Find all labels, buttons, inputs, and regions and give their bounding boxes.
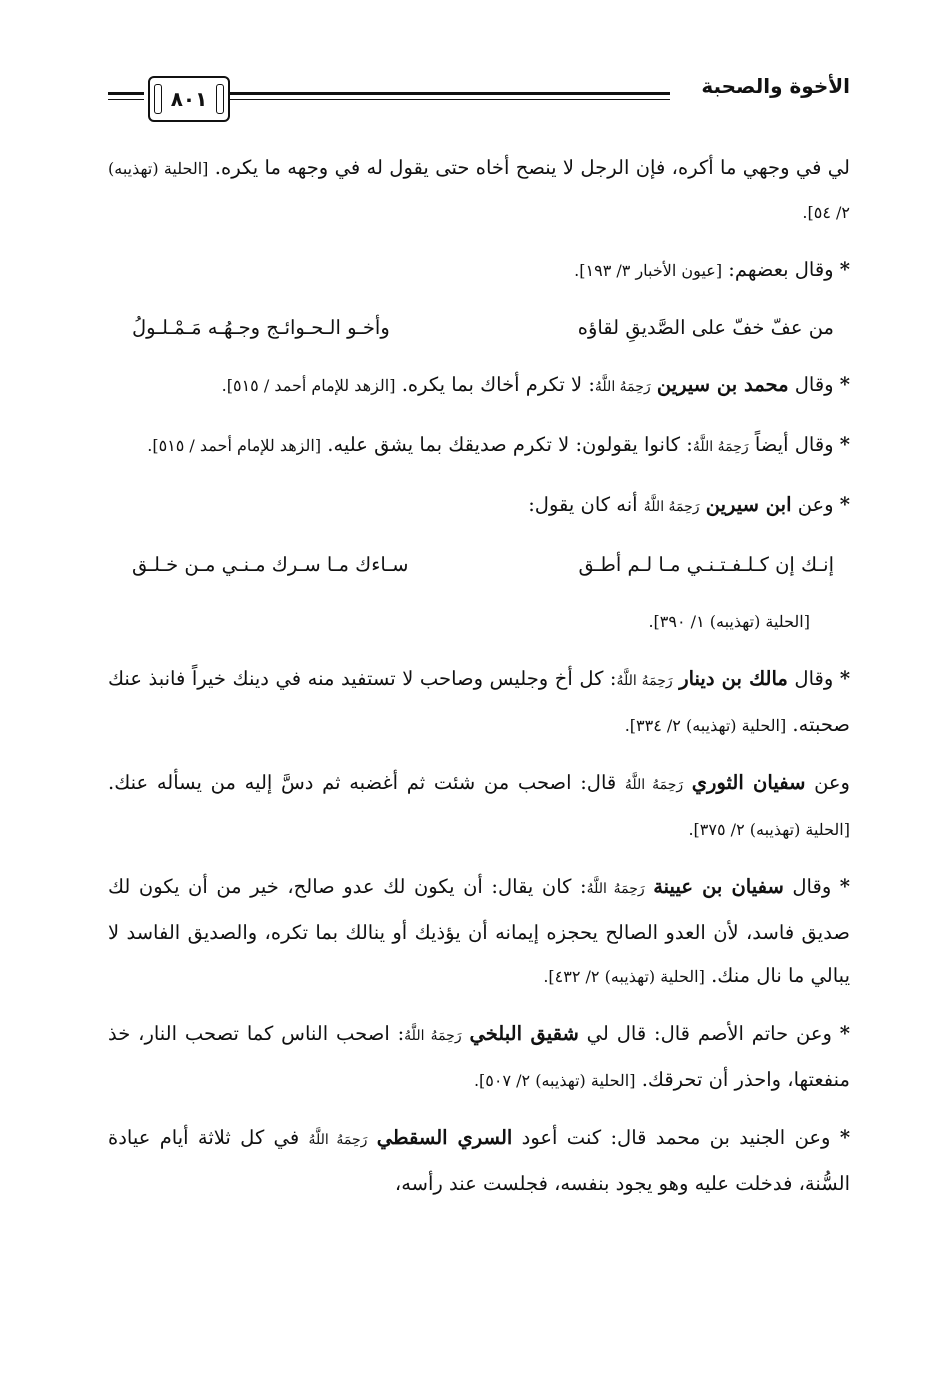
scholar-name: سفيان الثوري <box>691 771 806 794</box>
scholar-name: سفيان بن عيينة <box>653 875 784 898</box>
star-bullet: * <box>839 1022 850 1045</box>
honorific: رَحِمَهُ اللَّهُ <box>404 1028 462 1044</box>
header-rule-thin <box>230 99 670 100</box>
paragraph-1 <box>108 146 850 234</box>
page-number: ٨٠١ <box>170 87 208 111</box>
paragraph-intro: وقال <box>794 667 834 690</box>
citation: [عيون الأخبار ٣/ ١٩٣]. <box>574 261 723 280</box>
honorific: رَحِمَهُ اللَّهُ <box>624 777 684 793</box>
star-bullet: * <box>839 373 850 396</box>
verse-second-hemistich: وأخـو الـحـوائـج وجـهُـه مَـمْـلـولُ <box>132 316 390 339</box>
citation: [الحلية (تهذيبه) ٢/ ٣٧٥]. <box>688 820 850 839</box>
paragraph-text: في كل ثلاثة أيام عيادة السُّنة، فدخلت عليه وهو يجود بنفسه، فجلست عند رأسه، <box>108 1126 850 1195</box>
poem-verse-2 <box>108 543 850 586</box>
honorific: رَحِمَهُ اللَّهُ <box>594 379 651 395</box>
citation: [الزهد للإمام أحمد / ٥١٥]. <box>221 376 396 395</box>
scholar-name: محمد بن سيرين <box>656 373 789 396</box>
paragraph-text: أنه كان يقول: <box>528 493 638 516</box>
paragraph-text: : كان يقال: أن يكون لك عدو صالح، خير من أن يكون لك صديق فاسد، لأن العدو الصالح يحجزه إيمانه أن يؤذيك أو ينالك بما تكره، والصديق الفاسد لا يبالي ما نال منك. <box>108 875 850 987</box>
star-bullet: * <box>839 1126 851 1149</box>
left-rule-thick <box>108 92 144 95</box>
paragraph-intro: وعن <box>797 493 834 516</box>
honorific: رَحِمَهُ اللَّهُ <box>643 499 700 515</box>
star-bullet: * <box>839 433 850 456</box>
paragraph-intro: وعن الجنيد بن محمد قال: كنت أعود <box>521 1126 831 1149</box>
scholar-name: مالك بن دينار <box>679 667 788 690</box>
citation: [الزهد للإمام أحمد / ٥١٥]. <box>147 436 322 455</box>
star-bullet: * <box>839 258 850 281</box>
paragraph-3 <box>108 363 850 409</box>
paragraph-intro: وقال بعضهم: <box>728 258 834 281</box>
verse-first-hemistich: إنـك إن كـلـفـتـنـي مـا لـم أطـق <box>578 553 834 576</box>
scholar-name: ابن سيرين <box>705 493 792 516</box>
star-bullet: * <box>839 875 850 898</box>
paragraph-text: : لا تكرم أخاك بما يكره. <box>401 373 595 396</box>
verse-citation: [الحلية (تهذيبه) ١/ ٣٩٠]. <box>648 612 810 631</box>
paragraph-intro: وقال <box>792 875 832 898</box>
citation: [الحلية (تهذيبه) ٢/ ٤٣٢]. <box>543 967 705 986</box>
paragraph-intro: وقال أيضاً <box>754 433 834 456</box>
page-number-badge <box>148 76 230 122</box>
paragraph-text: قال: اصحب من شئت ثم أغضبه ثم دسَّ إليه من يسأله عنك. <box>108 771 617 794</box>
paragraph-intro: وقال <box>794 373 834 396</box>
header-rule-thick <box>230 92 670 95</box>
star-bullet: * <box>839 667 851 690</box>
paragraph-8 <box>108 865 850 998</box>
scholar-name: شقيق البلخي <box>469 1022 579 1045</box>
star-bullet: * <box>839 493 850 516</box>
citation: [الحلية (تهذيبه) ٢/ ٥٤]. <box>108 159 850 222</box>
scholar-name: السري السقطي <box>376 1126 513 1149</box>
left-rule-thin <box>108 99 144 100</box>
paragraph-intro: وعن <box>814 771 850 794</box>
verse-second-hemistich: سـاءك مـا سـرك مـنـي مـن خـلـق <box>132 553 409 576</box>
paragraph-text: : كل أخ وجليس وصاحب لا تستفيد منه في دينك خيراً فانبذ عنك صحبته. <box>108 667 850 736</box>
poem-verse-1 <box>108 306 850 349</box>
paragraph-6 <box>108 657 850 747</box>
paragraph-text: : اصحب الناس كما تصحب النار، خذ منفعتها، واحذر أن تحرقك. <box>108 1022 850 1091</box>
page-body <box>108 146 850 1219</box>
paragraph-10 <box>108 1116 850 1205</box>
paragraph-9 <box>108 1012 850 1102</box>
honorific: رَحِمَهُ اللَّهُ <box>308 1132 368 1148</box>
citation: [الحلية (تهذيبه) ٢/ ٥٠٧]. <box>473 1071 636 1090</box>
paragraph-text: : كانوا يقولون: لا تكرم صديقك بما يشق عليه. <box>327 433 693 456</box>
running-title: الأخوة والصحبة <box>701 74 850 98</box>
verse-first-hemistich: من عفّ خفّ على الصَّديقِ لقاؤه <box>577 316 834 339</box>
paragraph-4 <box>108 423 850 469</box>
paragraph-5 <box>108 483 850 529</box>
honorific: رَحِمَهُ اللَّهُ <box>586 881 645 897</box>
paragraph-2 <box>108 248 850 292</box>
paragraph-7 <box>108 761 850 851</box>
citation: [الحلية (تهذيبه) ٢/ ٣٣٤]. <box>624 716 787 735</box>
page-header <box>108 72 850 130</box>
honorific: رَحِمَهُ اللَّهُ <box>692 439 749 455</box>
paragraph-intro: وعن حاتم الأصم قال: قال لي <box>586 1022 832 1045</box>
paragraph-text: لي في وجهي ما أكره، فإن الرجل لا ينصح أخاه حتى يقول له في وجهه ما يكره. <box>214 156 850 179</box>
honorific: رَحِمَهُ اللَّهُ <box>616 673 673 689</box>
